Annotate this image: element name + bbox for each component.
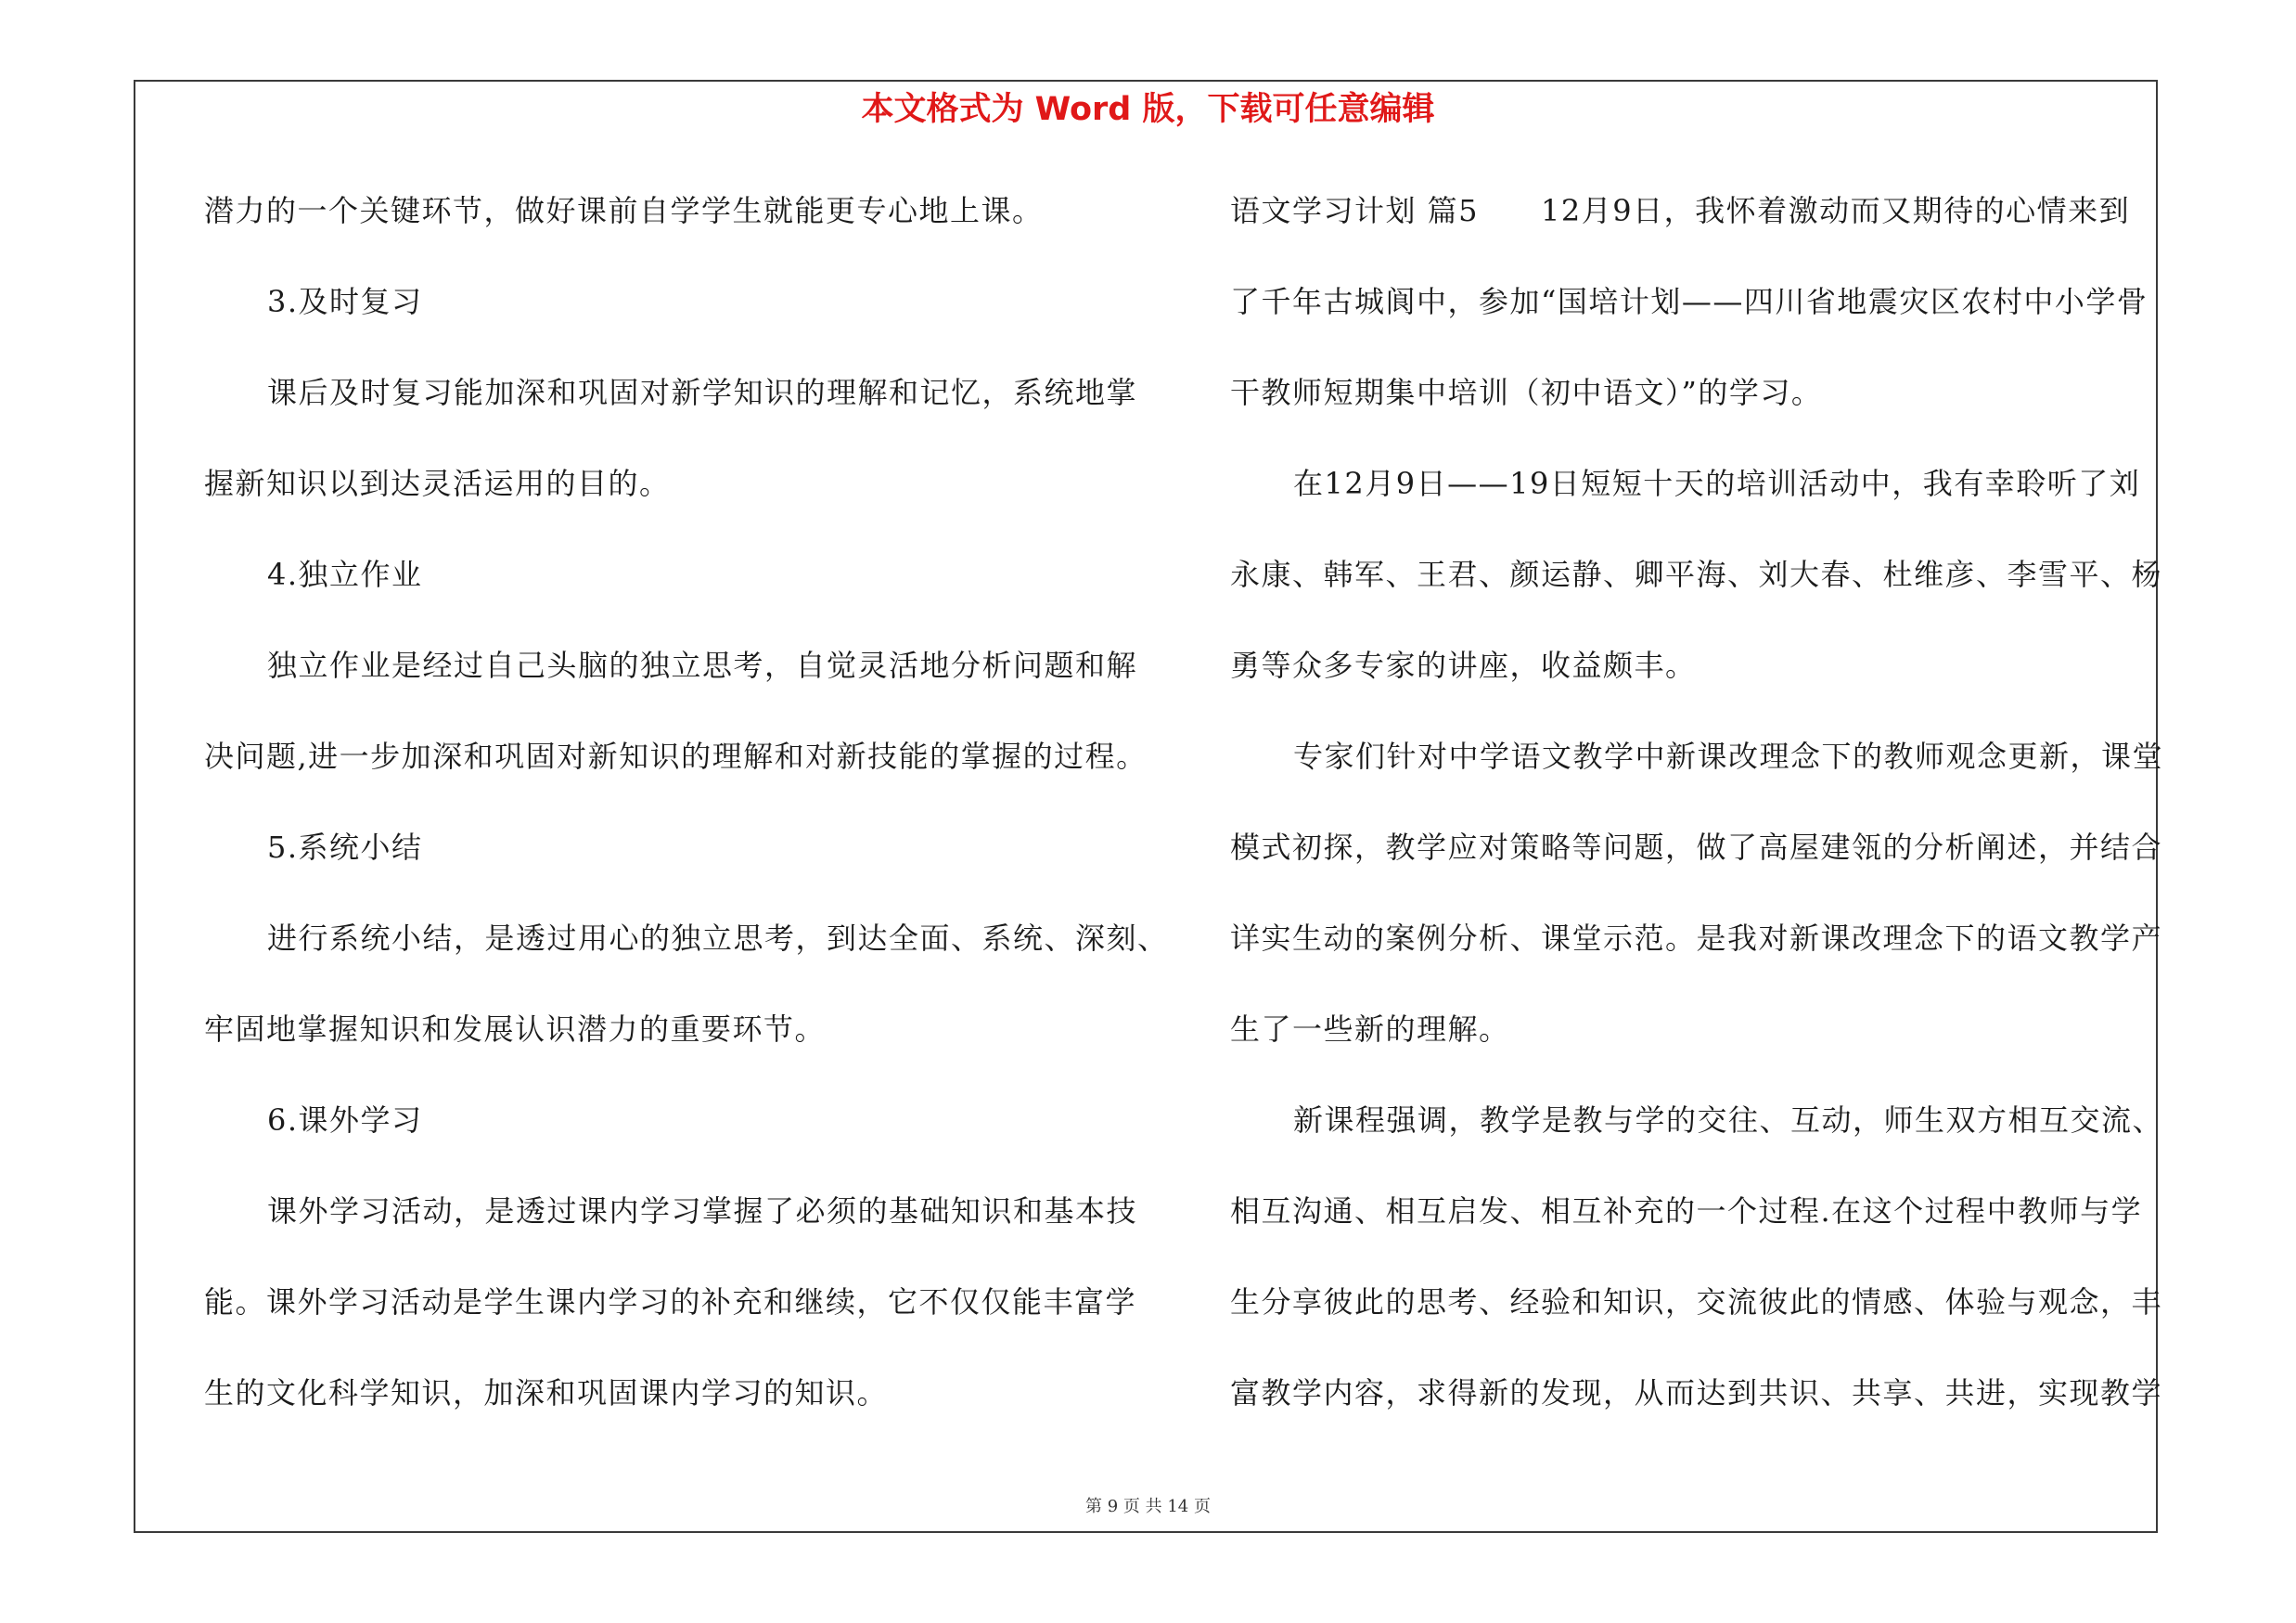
text-line: 4.独立作业 [267,557,423,592]
text-line: 生分享彼此的思考、经验和知识，交流彼此的情感、体验与观念，丰 [1230,1284,2163,1320]
text-line: 了千年古城阆中，参加“国培计划——四川省地震灾区农村中小学骨 [1230,284,2148,319]
text-line: 5.系统小结 [267,830,423,865]
page-number-footer: 第 9 页 共 14 页 [1085,1497,1211,1516]
left-text-column [204,184,1169,1457]
text-line: 能。课外学习活动是学生课内学习的补充和继续，它不仅仅能丰富学 [204,1284,1137,1320]
text-line: 勇等众多专家的讲座，收益颇丰。 [1230,648,1697,683]
text-line: 详实生动的案例分析、课堂示范。是我对新课改理念下的语文教学产 [1230,921,2163,956]
text-line: 生的文化科学知识，加深和巩固课内学习的知识。 [204,1375,889,1410]
text-line: 在12月9日——19日短短十天的培训活动中，我有幸聆听了刘 [1293,466,2141,501]
text-line: 独立作业是经过自己头脑的独立思考，自觉灵活地分析问题和解 [267,648,1138,683]
text-line: 进行系统小结，是透过用心的独立思考，到达全面、系统、深刻、 [267,921,1169,956]
text-line: 课外学习活动，是透过课内学习掌握了必须的基础知识和基本技 [267,1193,1138,1229]
text-line: 专家们针对中学语文教学中新课改理念下的教师观念更新，课堂 [1293,739,2164,774]
text-line: 6.课外学习 [267,1102,423,1138]
text-line: 决问题,进一步加深和巩固对新知识的理解和对新技能的掌握的过程。 [204,739,1148,774]
text-line: 模式初探，教学应对策略等问题，做了高屋建瓴的分析阐述，并结合 [1230,830,2163,865]
text-line: 课后及时复习能加深和巩固对新学知识的理解和记忆，系统地掌 [267,375,1138,410]
text-line: 永康、韩军、王君、颜运静、卿平海、刘大春、杜维彦、李雪平、杨 [1230,557,2163,592]
text-line: 干教师短期集中培训（初中语文）”的学习。 [1230,375,1823,410]
text-line: 生了一些新的理解。 [1230,1011,1510,1047]
text-line: 新课程强调，教学是教与学的交往、互动，师生双方相互交流、 [1293,1102,2164,1138]
text-line: 握新知识以到达灵活运用的目的。 [204,466,671,501]
right-text-column [1230,184,2164,1457]
format-notice-banner: 本文格式为 Word 版，下载可任意编辑 [861,91,1435,128]
text-line: 潜力的一个关键环节，做好课前自学学生就能更专心地上课。 [204,193,1044,228]
text-line: 语文学习计划 篇5 12月9日，我怀着激动而又期待的心情来到 [1230,193,2131,228]
text-line: 富教学内容，求得新的发现，从而达到共识、共享、共进，实现教学 [1230,1375,2163,1410]
text-line: 牢固地掌握知识和发展认识潜力的重要环节。 [204,1011,827,1047]
text-line: 3.及时复习 [267,284,423,319]
text-line: 相互沟通、相互启发、相互补充的一个过程.在这个过程中教师与学 [1230,1193,2143,1229]
